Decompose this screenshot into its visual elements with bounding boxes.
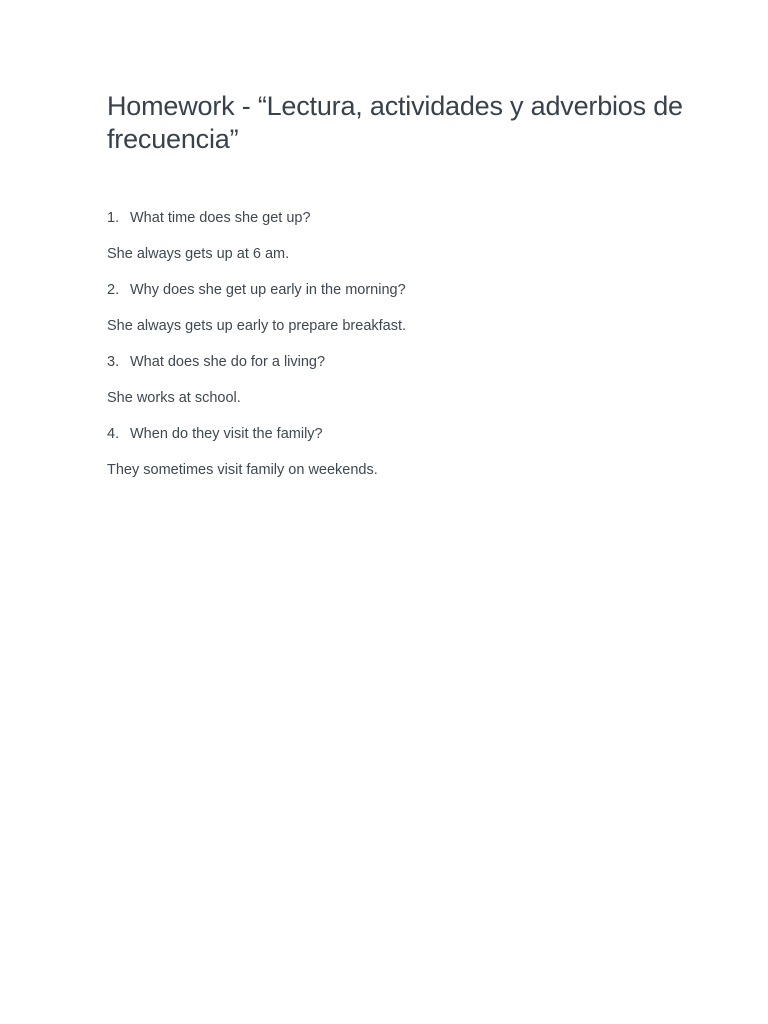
question-text: What time does she get up? xyxy=(130,210,311,226)
question-text: What does she do for a living? xyxy=(130,354,326,370)
page-title: Homework - “Lectura, actividades y adverbios de frecuencia” xyxy=(107,91,683,154)
question-4 xyxy=(107,423,707,459)
answer-4: They sometimes visit family on weekends. xyxy=(107,462,378,478)
question-2 xyxy=(107,279,707,315)
question-text: Why does she get up early in the morning? xyxy=(130,282,406,298)
answer-2: She always gets up early to prepare breakfast. xyxy=(107,318,407,334)
question-number: 2. xyxy=(107,282,120,298)
question-text: When do they visit the family? xyxy=(130,426,323,442)
question-answer-list xyxy=(107,207,707,495)
question-number: 4. xyxy=(107,426,120,442)
question-1 xyxy=(107,207,707,243)
answer-3: She works at school. xyxy=(107,390,241,406)
answer-1: She always gets up at 6 am. xyxy=(107,246,290,262)
question-3 xyxy=(107,351,707,387)
question-number: 3. xyxy=(107,354,120,370)
question-number: 1. xyxy=(107,210,120,226)
